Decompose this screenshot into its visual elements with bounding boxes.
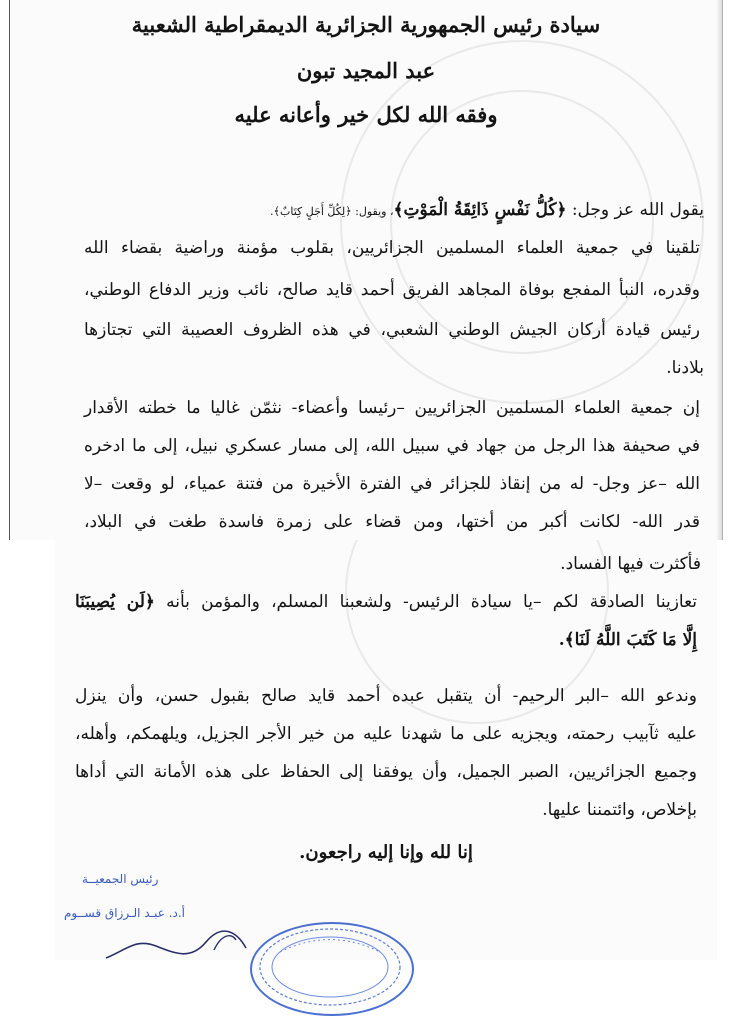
watermark-stamp-inner bbox=[390, 90, 654, 354]
verse-every-soul: ﴿كُلُّ نَفْسٍ ذَائِقَةُ الْمَوْتِ﴾ bbox=[393, 200, 567, 220]
recipient-name: عبد المجيد تبون bbox=[296, 58, 436, 83]
closing-phrase: إنا لله وإنا إليه راجعون. bbox=[299, 842, 473, 863]
verse-nothing-befalls: ﴿لَن يُصِيبَنَا bbox=[75, 592, 155, 612]
p2-line: إن جمعية العلماء المسلمين الجزائريين –رئيسا وأعضاء- نثمّن غاليا ما خطته الأقدار bbox=[84, 398, 700, 418]
opening-connector: ، ويقول: bbox=[351, 205, 394, 218]
p2-line: قدر الله- لكانت أكبر من أختها، ومن قضاء على زمرة فاسدة طغت في البلاد، bbox=[84, 512, 700, 532]
p1-line: بلادنا. bbox=[666, 358, 704, 378]
recipient-blessing: وفقه الله لكل خير وأعانه عليه bbox=[234, 102, 498, 127]
p4-line: بإخلاص، وائتمننا عليها. bbox=[542, 800, 697, 820]
signature-title: رئيس الجمعيــة bbox=[82, 872, 159, 886]
signature-name: أ.د. عبـد الـرزاق قســوم bbox=[64, 906, 186, 920]
scan-gap bbox=[9, 540, 55, 960]
p1-line: وقدره، النبأ المفجع بوفاة المجاهد الفريق أحمد قايد صالح، نائب وزير الدفاع الوطني، bbox=[84, 280, 700, 300]
p1-line: تلقينا في جمعية العلماء المسلمين الجزائريين، بقلوب مؤمنة وراضية بقضاء الله bbox=[84, 238, 700, 258]
p4-line: وجميع الجزائريين، الصبر الجميل، وأن يوفقنا إلى الحفاظ على هذه الأمانة التي أداها bbox=[75, 762, 697, 782]
document-page-top bbox=[9, 0, 723, 540]
official-seal bbox=[250, 922, 414, 1016]
handwritten-signature bbox=[96, 920, 266, 960]
p3-line bbox=[75, 594, 697, 611]
verse-nothing-befalls-end: إِلَّا مَا كَتَبَ اللَّهُ لَنَا﴾. bbox=[558, 630, 697, 650]
opening-verse-line bbox=[14, 202, 704, 219]
p2-line: فأكثرت فيها الفساد. bbox=[560, 554, 701, 574]
p2-line: الله –عز وجل- له من إنقاذ للجزائر في الفترة الأخيرة من فتنة عمياء، لو وقعت –لا bbox=[84, 474, 700, 494]
p3-text: تعازينا الصادقة لكم –يا سيادة الرئيس- ولشعبنا المسلم، والمؤمن بأنه bbox=[154, 592, 698, 612]
p1-line: رئيس قيادة أركان الجيش الوطني الشعبي، في هذه الظروف العصيبة التي تجتازها bbox=[84, 320, 700, 340]
verse-every-term: ﴿لِكُلِّ أَجَلٍ كِتَابٌ﴾. bbox=[270, 205, 352, 218]
p2-line: في صحيفة هذا الرجل من جهاد في سبيل الله، إلى مسار عسكري نبيل، إلى ما ادخره bbox=[84, 436, 700, 456]
opening-prefix: يقول الله عز وجل: bbox=[566, 200, 704, 220]
p4-line: وندعو الله –البر الرحيم- أن يتقبل عبده أحمد قايد صالح بقبول حسن، وأن ينزل bbox=[75, 686, 697, 706]
p4-line: عليه ثآبيب رحمته، ويجزيه على ما شهدنا عليه من خير الأجر الجزيل، ويلهمكم، وأهله، bbox=[75, 724, 697, 744]
document-page-bottom bbox=[55, 540, 717, 960]
recipient-title: سيادة رئيس الجمهورية الجزائرية الديمقراطية الشعبية bbox=[131, 12, 601, 37]
